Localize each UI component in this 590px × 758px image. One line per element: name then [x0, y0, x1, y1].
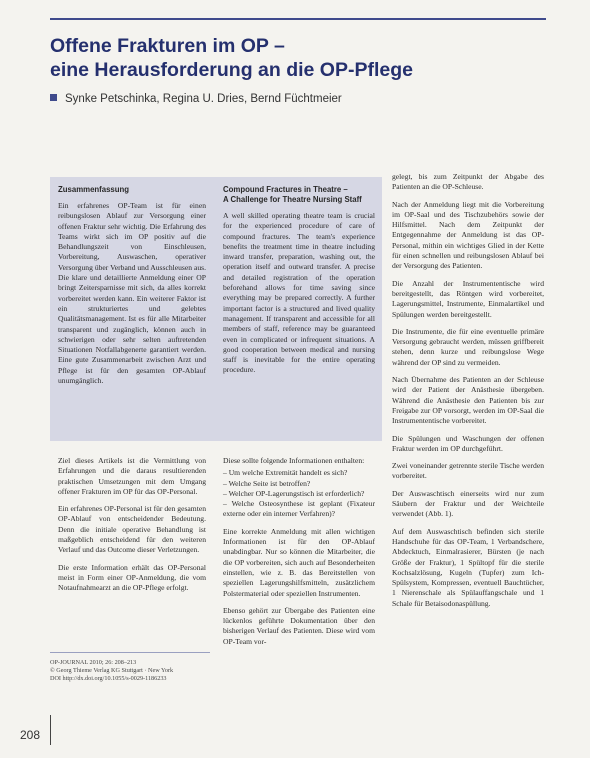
doi: DOI http://dx.doi.org/10.1055/s-0029-1186233: [50, 675, 167, 683]
list-item: – Welche Seite ist betroffen?: [223, 478, 311, 488]
paragraph: Ziel dieses Artikels ist die Vermittlung von Erfahrungen und die daraus resultierenden praktischen Umsetzungen mit dem Umgang offener Frakturen im OP für das OP-Personal.: [58, 456, 206, 496]
paragraph: Der Auswaschtisch einerseits wird nur zum Säubern der Fraktur und der Weichteile verwendet (Abb. 1).: [392, 488, 544, 519]
page-number: 208: [20, 728, 41, 742]
summary-english: [223, 185, 375, 383]
summary-german: [58, 185, 206, 393]
paragraph: Zwei voneinander getrennte sterile Tische werden vorbereitet.: [392, 461, 544, 481]
body-column-2: [223, 456, 375, 654]
paragraph: Die erste Information erhält das OP-Personal meist in Form einer OP-Anmeldung, die vom Notaufnahmearzt an die OP-Pflege erfolgt.: [58, 562, 206, 593]
list-item: – Welche Osteosynthese ist geplant (Fixateur externe oder ein interner Verfahren)?: [223, 499, 376, 519]
publisher: © Georg Thieme Verlag KG Stuttgart · New York: [50, 667, 174, 675]
title-line-2: eine Herausforderung an die OP-Pflege: [50, 59, 413, 81]
journal-citation: OP-JOURNAL 2010; 26: 208–213: [50, 659, 137, 666]
footnote: [50, 659, 220, 684]
paragraph: Ebenso gehört zur Übergabe des Patienten eine lückenlos geführte Dokumentation über den bisherigen Verlauf des Patienten. Diese wird vom OP-Team vor-: [223, 605, 375, 646]
body-column-1: [58, 456, 206, 601]
paragraph: Nach Übernahme des Patienten an der Schleuse wird der Patient der Anästhesie übergeben. Während die Anästhesie den Patienten bis zur Freigabe zur OP vorsorgt, werden im OP-Saal die Instrumententische vorbereitet.: [392, 375, 544, 426]
paragraph: Eine korrekte Anmeldung mit allen wichtigen Informationen ist für den OP-Ablauf unabdingbar. Nur so können die Mitarbeiter, die die OP vorbereiten, sich auch auf Besonderheiten einstellen, wie z. B. das Bereitstellen von speziellen Lagerungshilfsmitteln, zusätzlichem Polstermaterial oder speziellen Instrumenten.: [223, 526, 375, 598]
paragraph: Nach der Anmeldung liegt mit die Vorbereitung im OP-Saal und des Tischzubehörs sowie der Hilfsmittel. Nach dem Zeitpunkt der Entgegennahme der Anmeldung ist das OP-Personal, mithin ein wichtiges Glied in der Kette für einen schnellen und reibungslosen Ablauf bei der Versorgung des Patienten.: [392, 199, 544, 271]
list-item: – Um welche Extremität handelt es sich?: [223, 468, 348, 478]
list-item: – Welcher OP-Lagerungstisch ist erforderlich?: [223, 488, 365, 498]
page-number-rule: [50, 715, 51, 745]
paragraph: Diese sollte folgende Informationen enthalten:: [223, 456, 365, 465]
article-title: [50, 34, 520, 82]
title-line-1: Offene Frakturen im OP –: [50, 35, 285, 57]
paragraph: gelegt, bis zum Zeitpunkt der Abgabe des Patienten an die OP-Schleuse.: [392, 172, 544, 192]
summary-german-heading: Zusammenfassung: [58, 185, 130, 194]
authors: Synke Petschinka, Regina U. Dries, Bernd Füchtmeier: [65, 93, 342, 105]
paragraph: Die Instrumente, die für eine eventuelle primäre Versorgung gebraucht werden, müssen griffbereit stehen, denn kurze und reibungslose Wege während der OP sind zu vermeiden.: [392, 326, 544, 367]
paragraph: Auf dem Auswaschtisch befinden sich sterile Handschuhe für das OP-Team, 1 Verbandschere, Abdecktuch, Einmalrasierer, Bürsten (je nach Größe der Fraktur), 1 Spültopf für die sterile Kochsalzlösung, Kugeln (Tupfer) zum Ich-Spülsystem, Kompressen, eventuell Bauchtücher, 1 Nierenschale als Spülauffangschale und 1 Schale für Betaisodonaspüllung.: [392, 526, 544, 608]
summary-english-heading-2: A Challenge for Theatre Nursing Staff: [223, 195, 362, 204]
summary-english-text: A well skilled operating theatre team is crucial for the experienced procedure of care of compound fractures. The team's experience benefits the treatment time in theatre including inward transfer, preparation, washing out, the operation itself and outward transfer. A precise and detailed registration of the operation beforehand allows for time saving since everything may be prepared correctly. A further important factor is a structured and lived quality management. If transparent and accessible for all members of staff, reference may be guaranteed even in complicated or infrequent situations. A good cooperation between medical and nursing staff is inevitable for the entire operating procedure.: [223, 211, 375, 375]
footnote-rule: [50, 652, 210, 653]
square-bullet-icon: [50, 94, 57, 101]
summary-english-heading-1: Compound Fractures in Theatre –: [223, 185, 348, 194]
summary-german-text: Ein erfahrenes OP-Team ist für einen reibungslosen Ablauf zur Versorgung einer offenen Fraktur sehr wichtig. Die Erfahrung des Teams wirkt sich im OP positiv auf die Behandlungszeit von Einschleusen, Vorbereitung, Auswaschen, operativer Versorgung über Verband und Ausschleusen aus. Die klare und detaillierte Anmeldung einer OP bringt Zeitersparnisse mit sich, da alles korrekt vorbereitet werden kann. Ein weiterer Faktor ist ein strukturiertes und gelebtes Qualitätsmanagement. Ist es für alle Mitarbeiter transparent und zugänglich, können auch in schwierigen oder sehr selten auftretenden Situationen Notfallabgenerte garantiert werden. Eine gute Zusammenarbeit zwischen Arzt und Pflege ist für den gesamten OP-Ablauf unumgänglich.: [58, 201, 206, 386]
paragraph: Die Spülungen und Waschungen der offenen Fraktur werden im OP durchgeführt.: [392, 433, 544, 453]
summary-english-heading: [223, 185, 375, 205]
author-line: [50, 93, 540, 105]
info-list: [223, 468, 375, 519]
body-column-3: [392, 172, 544, 616]
paragraph: Die Anzahl der Instrumententische wird bereitgestellt, das Röntgen wird vorbereitet, Lagerungsmittel, Instrumente, Einmalartikel und Spülungen werden bereitgestellt.: [392, 278, 544, 319]
paragraph: Ein erfahrenes OP-Personal ist für den gesamten OP-Ablauf von entscheidender Bedeutung. Denn die initiale operative Behandlung ist maßgeblich entscheidend für den weiteren Verlauf und das Outcome dieser Verletzungen.: [58, 504, 206, 555]
top-rule: [50, 18, 546, 20]
